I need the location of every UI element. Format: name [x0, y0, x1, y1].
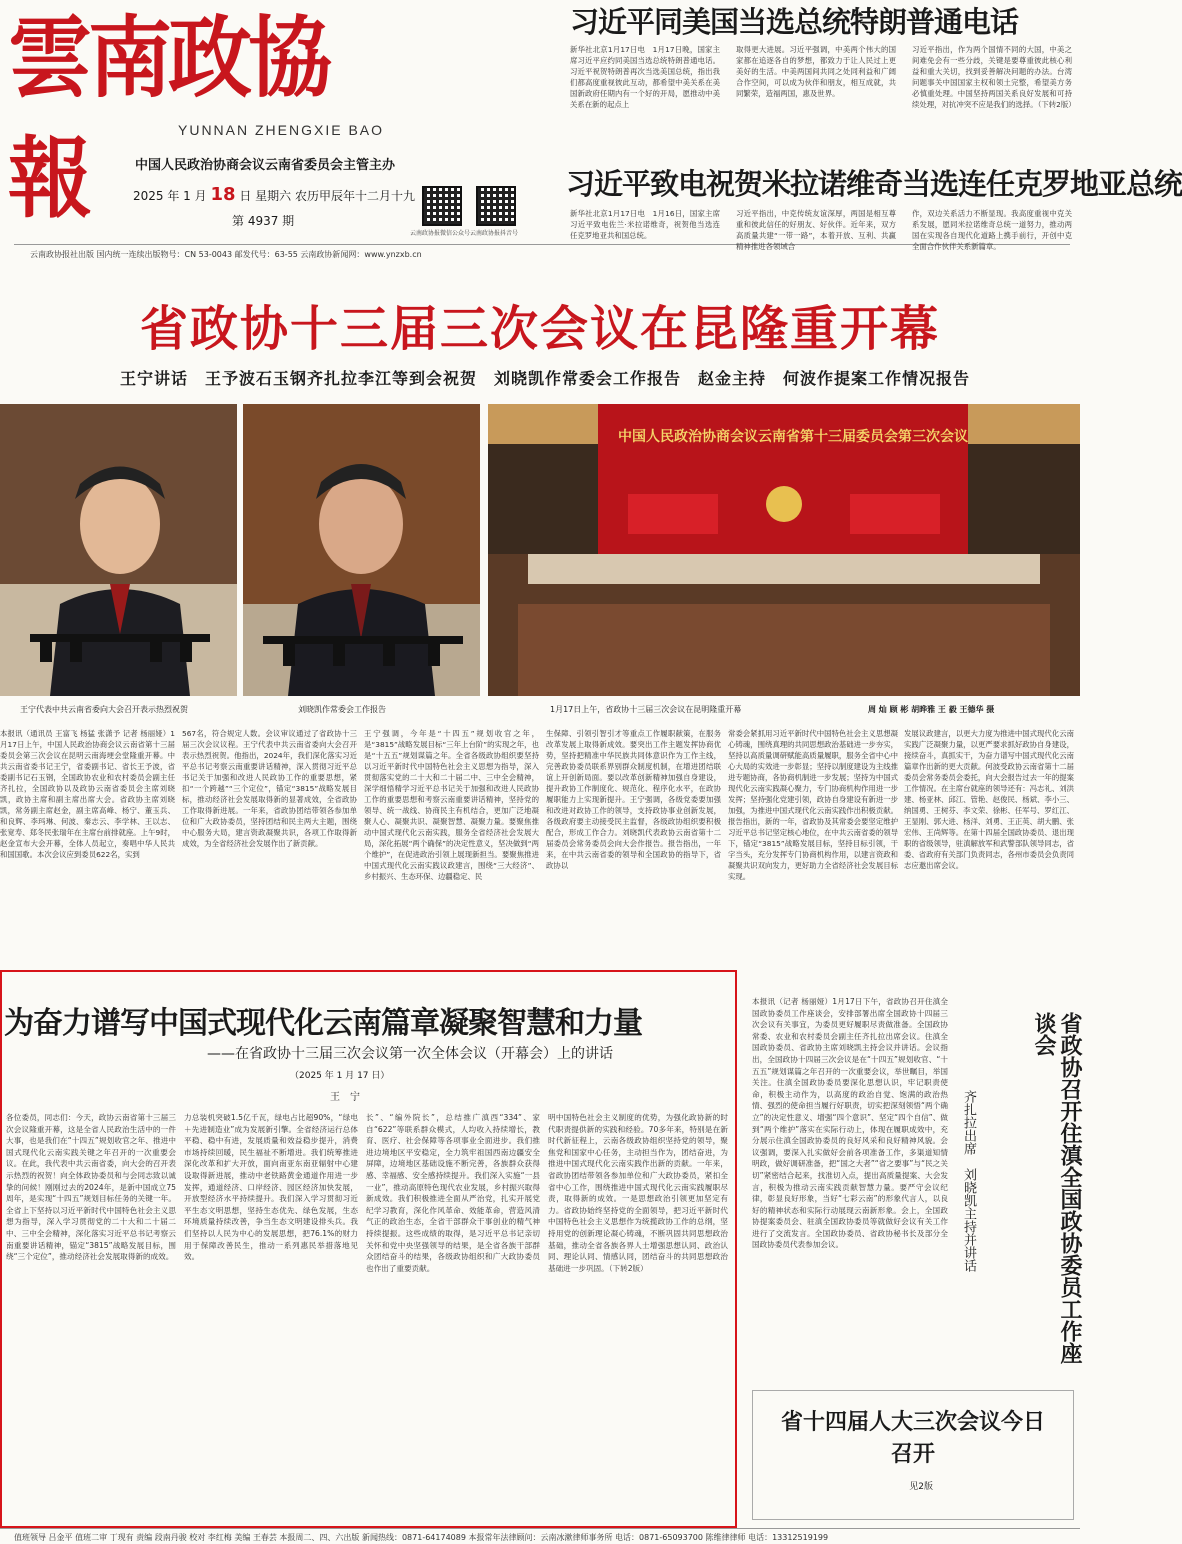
lead-col-1: 本报讯（通讯员 王富飞 杨猛 张潇予 记者 杨丽娅）1月17日上午，中国人民政治协商会议云南省第十三届委员会第三次会议在昆明云南海埂会堂隆重开幕。中共云南省委书记王宁，省委副书记、省长王予波，省委副书记石玉钢，全国政协农业和农村委员会副主任齐扎拉，全国政协以及政协云南省委员会主席刘晓凯，政协主席和副主席出席大会。省政协主席刘晓凯，常务副主席赵金，副主席高峰、杨宁、董玉兵、和良辉、李玛琳、何波、秦志云、李学林、王以志、张宽寿、郑冬民张瑞年在主席台前排就座。上午9时，赵金宣布大会开幕，全体人员起立，奏唱中华人民共和国国歌。本次会议应到委员622名，实到	[0, 729, 175, 859]
photo-caption-3: 1月17日上午，省政协十三届三次会议在昆明隆重开幕	[550, 705, 742, 714]
speech-title[interactable]: 为奋力谱写中国式现代化云南篇章凝聚智慧和力量	[4, 1006, 642, 1041]
photo-liu-xiaokai[interactable]	[243, 404, 480, 696]
hall-banner: 中国人民政治协商会议云南省第十三届委员会第三次会议	[618, 429, 968, 445]
masthead-pinyin: YUNNAN ZHENGXIE BAO	[178, 122, 385, 138]
speech-author: 王 宁	[330, 1092, 360, 1103]
photographers-credit: 周 灿 顾 彬 胡晔雅 王 毅 王德华 摄	[868, 705, 995, 714]
top-story-2-col-2: 习近平指出，中克传统友谊深厚，两国是相互尊重和彼此信任的好朋友、好伙伴。近年来，双方高质量共建“一带一路”，本着开放、互利、共赢精神推进各领域合	[736, 209, 896, 251]
page-footer: 值班领导 吕金平 值班二审 丁现有 责编 段南丹骏 校对 李红梅 美编 王春芸 本报周二、四、六出版 新闻热线：0871-64174089 本报常年法律顾问：云南冰漱律师事务所 电话：0871-65093700 陈维律律师 电话：13312519199	[0, 1528, 1080, 1544]
photo-caption-1: 王宁代表中共云南省委向大会召开表示热烈祝贺	[20, 705, 188, 714]
lead-headline[interactable]: 省政协十三届三次会议在昆隆重开幕	[139, 301, 940, 357]
lead-col-6: 发展议政建言，以更大力度为推进中国式现代化云南实践广泛凝聚力量，以更严要求抓好政协自身建设，接续奋斗，真抓实干，为奋力谱写中国式现代化云南篇章作出新的更大贡献。何波受政协云南省第十二届委员会常务委员会委托，向大会报告过去一年的提案工作情况。在主席台就座的领导还有：冯志礼、刘洪建、杨亚林、邱江、管艳、赵俊民、杨斌、李小三、纳国勇、王树芬、李文荣、徐彬、任军号、罗红江、王显刚、郭大进、杨洋、刘勇、王正英、胡大鹏、张宏伟、王尚辉等。在第十四届全国政协委员、退出现职的省级领导，驻滇解放军和武警部队领导同志，省委、省政府有关部门负责同志，各州市委员会负责同志应邀出席会议。	[904, 729, 1074, 870]
top-story-2-headline[interactable]: 习近平致电祝贺米拉诺维奇当选连任克罗地亚总统	[566, 167, 1182, 201]
speech-col-2: 力总装机突破1.5亿千瓦，绿电占比超90%，“绿电＋先进制造业”成为发展新引擎。全省经济运行总体平稳、稳中有进，发展质量和效益稳步提升，消费市场持续回暖，民生福祉不断增进。我们统筹推进深化改革和扩大开放，面向南亚东南亚辐射中心建设取得新进展，推动中老铁路黄金通道作用进一步发挥，通道经济、口岸经济、园区经济加快发展，开放型经济水平持续提升。我们深入学习贯彻习近平生态文明思想，坚持生态优先、绿色发展，生态环境质量持续改善，争当生态文明建设排头兵。我们坚持以人民为中心的发展思想，把76.1%的财力用于保障改善民生，推动一系列惠民举措落地见效。	[184, 1113, 358, 1262]
sidebar-headline[interactable]: 省政协召开住滇全国政协委员工作座谈会	[1031, 1012, 1082, 1364]
publication-info-bar: 云南政协报社出版 国内统一连续出版物号：CN 53-0043 邮发代号：63-55 云南政协新闻网：www.ynzxb.cn	[30, 250, 422, 259]
lead-col-5: 常委会紧抓用习近平新时代中国特色社会主义思想凝心铸魂，围绕真理的共同思想政治基础进一步夯实，坚持以高质量调研赋能高质量履职，服务全省中心中心大局的实效进一步彰显；坚持以制度建设为主线推进专题协商，各协商机制进一步发展；坚持为中国式现代化云南实践凝心聚力，专门协商机构作用进一步发挥；坚持强化党建引领，政协自身建设有新进一步加强，为推进中国式现代化云南实践作出积极贡献。报告指出，新的一年，省政协及其常委会要坚定维护习近平总书记坚定核心地位，在中共云南省委的领导下，锚定“3815”战略发展目标，坚持目标引领，干字当头，充分发挥专门协商机构作用，以建言资政和凝聚共识双向发力，更好助力全省经济社会发展目标实现。	[728, 729, 898, 881]
photo-wang-ning[interactable]	[0, 404, 237, 696]
photo-caption-2: 刘晓凯作常委会工作报告	[298, 705, 386, 714]
next-story-box[interactable]	[752, 1390, 1074, 1520]
speech-subtitle: ——在省政协十三届三次会议第一次全体会议（开幕会）上的讲话	[207, 1046, 613, 1062]
sidebar-body: 本报讯（记者 杨丽娅）1月17日下午，省政协召开住滇全国政协委员工作座谈会，安排部署出席全国政协十四届三次会议有关事宜，为委员更好履职尽责做准备。全国政协常委、农业和农村委员会副主任齐扎拉出席会议。住滇全国政协委员、省政协主席刘晓凯主持会议并讲话。会议指出，全国政协十四届三次会议是在“十四五”规划收官、“十五五”规划谋篇之年召开的一次重要会议，举世瞩目，举国关注。住滇全国政协委员要深化思想认识，牢记职责使命，积极主动作为，以高度的政治自觉、饱满的政治热情、强烈的使命担当履行好职责，切实把深刻领悟“两个确立”的决定性意义、增强“四个意识”、坚定“四个自信”、做到“两个维护”落实在实际行动上，体现在履职成效中，充分展示住滇全国政协委员的良好风采和良好精神风貌。会议强调，要深入扎实做好会前各项准备工作，多渠道知情明政，做好调研准备，把“国之大者”“省之要事”与“民之关切”紧密结合起来，找准切入点，提出高质量提案、大会发言，积极为推动云南实践贡献智慧力量。要严守会议纪律，彰显良好形象，当好“七彩云南”的形象代言人，以良好的精神状态和实际行动展现云南新形象。会上，全国政协提案委员会、驻滇全国政协委员等就做好会议有关工作进行了交流发言。全国政协委员、省政协秘书长及部分全国政协委员代表参加会议。	[752, 997, 948, 1250]
wechat-qr-caption: 云南政协报微信公众号	[410, 230, 471, 237]
date-year-month: 2025 年 1 月	[133, 189, 207, 203]
top-story-2-col-1: 新华社北京1月17日电 1月16日，国家主席习近平致电佐兰·米拉诺维奇，祝贺他当选连任克罗地亚共和国总统。	[570, 209, 720, 240]
speech-date: （2025 年 1 月 17 日）	[290, 1071, 390, 1081]
masthead-title: 雲南政協報	[8, 5, 329, 231]
lead-subhead: 王宁讲话 王予波石玉钢齐扎拉李江等到会祝贺 刘晓凯作常委会工作报告 赵金主持 何波作提案工作情况报告	[119, 369, 970, 388]
next-story-title: 省十四届人大三次会议今日召开	[780, 1410, 1045, 1467]
date-day: 18	[210, 184, 236, 205]
masthead-sponsor: 中国人民政治协商会议云南省委员会主管主办	[135, 158, 396, 173]
top-story-1-col-2: 取得更大进展。习近平强调，中美两个伟大的国家都在追逐各自的梦想，都致力于让人民过上更美好的生活。中美两国间共同之处同利益和广阔合作空间，可以成为伙伴和朋友，相互成就，共同繁荣，造福两国，惠及世界。	[736, 45, 896, 98]
issue-number: 第 4937 期	[232, 214, 295, 228]
top-story-1-col-1: 新华社北京1月17日电 1月17日晚，国家主席习近平应约同美国当选总统特朗普通电话。习近平祝贺特朗普再次当选美国总统，指出我们都高度重视彼此互动，都希望中美关系在美国新政府任期内有一个好的开局，愿推动中美关系在新的起点上	[570, 45, 720, 109]
top-story-2-col-3: 作，双边关系活力不断显现。我高度重视中克关系发展，愿同米拉诺维奇总统一道努力，推动两国在实现各自现代化道路上携手前行，开创中克全面合作伙伴关系新篇章。	[912, 209, 1072, 251]
lead-col-4: 生保障、引领引智引才等重点工作履职献策，在服务改革发展上取得新成效。要突出工作主题发挥协商优势，坚持把精准中华民族共同体意识作为工作主线，完善政协委员联系界别群众制度机制，在增进团结联谊上开创新局面。要以改革创新精神加强自身建设，提升政协工作制度化、规范化、程序化水平，在政协履职能力上实现新提升。王宁强调，各级党委要加强和改进对政协工作的领导，支持政协事业创新发展，各级政府要主动接受民主监督，各级政协组织要积极配合，形成工作合力。刘晓凯代表政协云南省第十二届委员会常务委员会向大会作报告。报告指出，一年来，在中共云南省委的领导和全国政协的指导下，省政协以	[546, 729, 721, 870]
lead-col-3: 王宁强调，今年是“十四五”规划收官之年，是“3815”战略发展目标“三年上台阶”的实现之年，也是“十五五”规划谋篇之年。全省各级政协组织要坚持以习近平新时代中国特色社会主义思想为指导，深入贯彻落实党的二十大和二十届二中、三中全会精神，深学细悟精学习近平总书记关于加强和改进人民政协工作的重要思想和考察云南重要讲话精神，坚持党的领导、统一战线、协商民主有机结合，更加广泛地凝聚人心、凝聚共识、凝聚智慧、凝聚力量。要聚焦推动中国式现代化云南实践，服务全省经济社会发展大局，深化拓展“两个确保”的决定性意义，坚决做到“两个维护”，在促进政治引领上展现新担当。要聚焦推进中国式现代化云南实践议政建言，围绕“三大经济”、乡村振兴、生态环保、边疆稳定、民	[364, 729, 539, 881]
next-story-page: 见2版	[909, 1482, 933, 1492]
top-story-1-col-3: 习近平指出，作为两个国情不同的大国，中美之间难免会有一些分歧，关键是要尊重彼此核心利益和重大关切，找到妥善解决问题的办法。台湾问题事关中国国家主权和领土完整，希望美方务必慎重处理。中国坚持两国关系良好发展和可持续处理，对抗冲突不应是我们的选择。（下转2版）	[912, 45, 1076, 109]
wechat-qr-icon[interactable]	[422, 186, 462, 226]
speech-col-1: 各位委员，同志们：今天，政协云南省第十三届三次会议隆重开幕，这是全省人民政治生活中的一件大事，也是我们在“十四五”规划收官之年、推进中国式现代化云南实践关键之年召开的一次重要会议。在此，我代表中共云南省委，向大会的召开表示热烈的祝贺！向全体政协委员和与会同志致以诚挚的问候！刚刚过去的2024年，是新中国成立75周年，是实现“十四五”规划目标任务的关键一年。全省上下坚持以习近平新时代中国特色社会主义思想为指导，深入学习贯彻党的二十大和二十届二中、三中全会精神，深化落实习近平总书记考察云南重要讲话精神，锚定“3815”战略发展目标，围绕“三个定位”，推动经济社会发展取得新的成效。	[6, 1113, 176, 1262]
douyin-qr-caption: 云南政协报抖音号	[469, 230, 518, 237]
publication-date	[133, 184, 415, 205]
photo-wang-ning-figure	[0, 404, 237, 696]
date-rest: 日 星期六 农历甲辰年十二月十九	[239, 189, 415, 203]
photo-conference-hall-scene	[488, 404, 1080, 696]
sidebar-subline: 齐扎拉出席 刘晓凯主持并讲话	[961, 1090, 976, 1272]
speech-col-3: 长”、“编外院长”，总结推广滇西“334”、家自“622”等联系群众模式，人均收入持续增长，教育、医疗、社会保障等各项事业全面进步。我们推进边境地区平安稳定，全力筑牢祖国西南边疆安全屏障，边境地区基础设施不断完善，各族群众获得感、幸福感、安全感持续提升。我们深入实施“一县一业”，推动高原特色现代农业发展，乡村振兴取得新成效。我们积极推进全面从严治党，扎实开展党纪学习教育，深化作风革命、效能革命，营造风清气正的政治生态，全省干部群众干事创业的精气神持续提振。这些成绩的取得，是习近平总书记亲切关怀和党中央坚强领导的结果，是全省各族干部群众团结奋斗的结果，各级政协组织和广大政协委员也作出了重要贡献。	[366, 1113, 540, 1273]
speech-col-4: 明中国特色社会主义制度的优势，为强化政协新的时代职责提供新的实践和经验。70多年来，特别是在新时代新征程上，云南各级政协组织坚持党的领导，聚焦党和国家中心任务，主动担当作为，团结奋进，为推进中国式现代化云南实践作出新的贡献。一年来，省政协团结带领各参加单位和广大政协委员，紧扣全省中心工作，围绕推进中国式现代化云南实践履职尽责，取得新的成效。一是思想政治引领更加坚定有力。省政协始终坚持党的全面领导，把习近平新时代中国特色社会主义思想作为统揽政协工作的总纲，坚持用党的创新理论凝心铸魂，不断巩固共同思想政治基础，推动全省各族各界人士增强思想认同、政治认同、理论认同、情感认同，团结奋斗的共同思想政治基础进一步巩固。（下转2版）	[548, 1113, 728, 1273]
photo-liu-xiaokai-figure	[243, 404, 480, 696]
lead-col-2: 567名，符合规定人数。会议审议通过了省政协十三届三次会议议程。王宁代表中共云南省委向大会召开表示热烈祝贺。他指出，2024年，我们深化落实习近平总书记考察云南重要讲话精神，深入贯彻习近平总书记关于加强和改进人民政协工作的重要思想，紧扣“一个跨越”“三个定位”，锚定“3815”战略发展目标，推动经济社会发展取得新的显著成效，全省政协工作取得新进展。一年来，省政协团结带领各参加单位和广大政协委员，坚持团结和民主两大主题，围绕中心服务大局，建言资政凝聚共识，各项工作取得新成效，为全省经济社会发展作出了新贡献。	[182, 729, 357, 848]
photo-conference-hall[interactable]	[488, 404, 1080, 696]
douyin-qr-icon[interactable]	[476, 186, 516, 226]
top-story-1-headline[interactable]: 习近平同美国当选总统特朗普通电话	[570, 5, 1019, 39]
